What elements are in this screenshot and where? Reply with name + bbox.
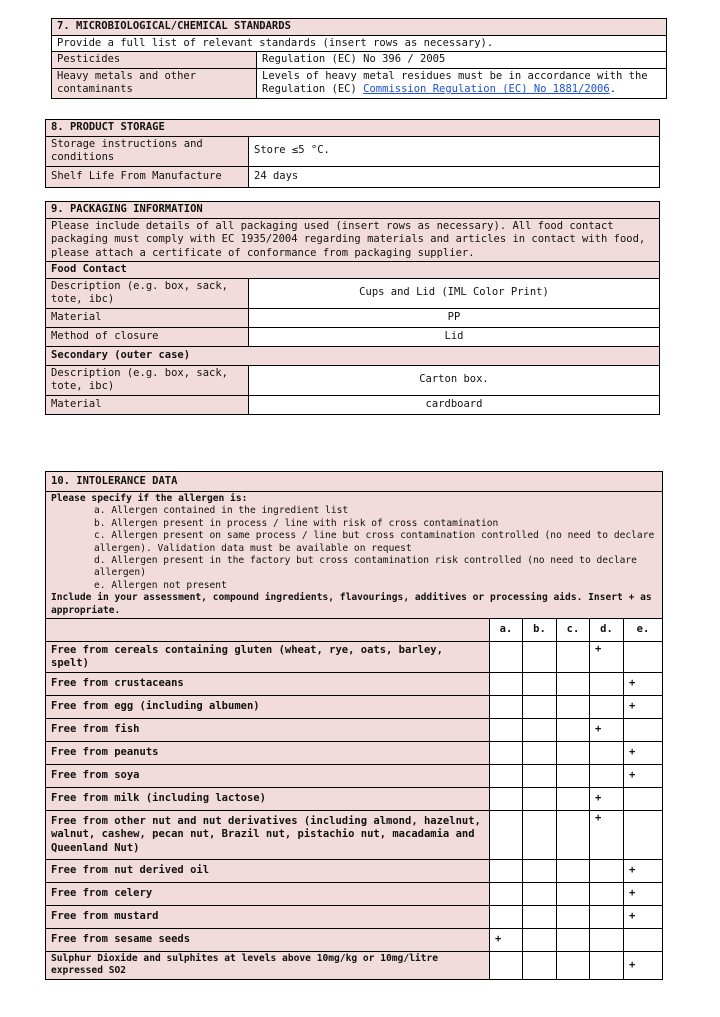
allergen-mark-a xyxy=(490,811,523,860)
column-d: d. xyxy=(590,619,624,642)
allergen-mark-b xyxy=(523,742,557,765)
allergen-mark-d xyxy=(590,883,624,906)
allergen-mark-e: + xyxy=(624,883,663,906)
allergen-mark-a xyxy=(490,906,523,929)
allergen-mark-a xyxy=(490,742,523,765)
allergen-mark-d xyxy=(590,860,624,883)
allergen-mark-a xyxy=(490,952,523,980)
allergen-row xyxy=(46,860,663,883)
allergen-mark-e xyxy=(624,719,663,742)
allergen-mark-a xyxy=(490,719,523,742)
allergen-mark-a xyxy=(490,765,523,788)
allergen-label: Free from crustaceans xyxy=(46,673,490,696)
material-value: PP xyxy=(249,308,660,327)
material-label: Material xyxy=(46,308,249,327)
option-e: e. Allergen not present xyxy=(94,579,227,591)
allergen-mark-c xyxy=(557,673,590,696)
allergen-mark-e xyxy=(624,788,663,811)
allergen-mark-a xyxy=(490,673,523,696)
allergen-row xyxy=(46,719,663,742)
section-10-title: 10. INTOLERANCE DATA xyxy=(46,472,663,492)
allergen-row xyxy=(46,742,663,765)
allergen-row xyxy=(46,952,663,980)
allergen-mark-e: + xyxy=(624,906,663,929)
pesticides-value: Regulation (EC) No 396 / 2005 xyxy=(257,52,667,69)
secondary-material-label: Material xyxy=(46,395,249,414)
allergen-mark-c xyxy=(557,811,590,860)
allergen-label: Free from fish xyxy=(46,719,490,742)
section-8-table xyxy=(45,119,660,188)
allergen-instructions xyxy=(46,492,663,619)
pesticides-label: Pesticides xyxy=(52,52,257,69)
allergen-mark-b xyxy=(523,929,557,952)
allergen-row xyxy=(46,883,663,906)
secondary-description-label: Description (e.g. box, sack, tote, ibc) xyxy=(46,365,249,395)
shelf-life-value: 24 days xyxy=(249,166,660,187)
section-9-title: 9. PACKAGING INFORMATION xyxy=(46,202,660,219)
food-contact-heading: Food Contact xyxy=(46,262,660,279)
allergen-mark-b xyxy=(523,811,557,860)
allergen-mark-e: + xyxy=(624,696,663,719)
allergen-mark-a xyxy=(490,860,523,883)
allergen-mark-e xyxy=(624,642,663,673)
allergen-mark-b xyxy=(523,883,557,906)
section-8-title: 8. PRODUCT STORAGE xyxy=(46,120,660,137)
column-a: a. xyxy=(490,619,523,642)
allergen-row xyxy=(46,765,663,788)
storage-label: Storage instructions and conditions xyxy=(46,136,249,166)
allergen-mark-d xyxy=(590,696,624,719)
storage-value: Store ≤5 °C. xyxy=(249,136,660,166)
allergen-mark-c xyxy=(557,929,590,952)
allergen-label: Free from soya xyxy=(46,765,490,788)
allergen-label: Free from other nut and nut derivatives (including almond, hazelnut, walnut, cashew, pecan nut, Brazil nut, pistachio nut, macadamia and Queenland Nut) xyxy=(46,811,490,860)
allergen-row xyxy=(46,811,663,860)
section-7-title: 7. MICROBIOLOGICAL/CHEMICAL STANDARDS xyxy=(52,19,667,36)
secondary-heading: Secondary (outer case) xyxy=(46,346,660,365)
option-b: b. Allergen present in process / line with risk of cross contamination xyxy=(94,517,499,529)
allergen-row xyxy=(46,696,663,719)
allergen-row xyxy=(46,673,663,696)
allergen-mark-b xyxy=(523,719,557,742)
allergen-label: Free from celery xyxy=(46,883,490,906)
allergen-row xyxy=(46,906,663,929)
allergen-mark-c xyxy=(557,765,590,788)
allergen-row xyxy=(46,929,663,952)
section-9-table xyxy=(45,201,660,415)
closure-value: Lid xyxy=(249,327,660,346)
allergen-mark-c xyxy=(557,642,590,673)
heavy-metals-label: Heavy metals and other contaminants xyxy=(52,68,257,98)
allergen-mark-c xyxy=(557,696,590,719)
option-c: c. Allergen present on same process / line but cross contamination controlled (no need to declare allergen). Validation data must be available on request xyxy=(94,530,655,554)
allergen-mark-a xyxy=(490,788,523,811)
column-b: b. xyxy=(523,619,557,642)
secondary-material-value: cardboard xyxy=(249,395,660,414)
closure-label: Method of closure xyxy=(46,327,249,346)
allergen-mark-b xyxy=(523,765,557,788)
allergen-mark-e: + xyxy=(624,765,663,788)
allergen-mark-a: + xyxy=(490,929,523,952)
allergen-mark-c xyxy=(557,788,590,811)
allergen-label: Sulphur Dioxide and sulphites at levels above 10mg/kg or 10mg/litre expressed SO2 xyxy=(46,952,490,980)
allergen-mark-e xyxy=(624,811,663,860)
description-label: Description (e.g. box, sack, tote, ibc) xyxy=(46,278,249,308)
secondary-description-value: Carton box. xyxy=(249,365,660,395)
allergen-label: Free from nut derived oil xyxy=(46,860,490,883)
allergen-mark-d xyxy=(590,929,624,952)
allergen-mark-e: + xyxy=(624,673,663,696)
section-7-table xyxy=(51,18,667,99)
allergen-mark-d xyxy=(590,742,624,765)
shelf-life-label: Shelf Life From Manufacture xyxy=(46,166,249,187)
allergen-mark-d xyxy=(590,673,624,696)
allergen-mark-e: + xyxy=(624,952,663,980)
regulation-link[interactable]: Commission Regulation (EC) No 1881/2006 xyxy=(363,83,610,95)
allergen-label: Free from peanuts xyxy=(46,742,490,765)
allergen-label: Free from mustard xyxy=(46,906,490,929)
allergen-mark-c xyxy=(557,860,590,883)
section-7-note: Provide a full list of relevant standards (insert rows as necessary). xyxy=(52,35,667,52)
allergen-mark-c xyxy=(557,952,590,980)
allergen-mark-c xyxy=(557,906,590,929)
allergen-mark-b xyxy=(523,860,557,883)
heavy-metals-value xyxy=(257,68,667,98)
allergen-mark-b xyxy=(523,696,557,719)
allergen-mark-e: + xyxy=(624,860,663,883)
section-9-note: Please include details of all packaging used (insert rows as necessary). All food contact packaging must comply with EC 1935/2004 regarding materials and articles in contact with food, please attach a certificate of conformance from packaging supplier. xyxy=(46,218,660,262)
allergen-mark-d: + xyxy=(590,642,624,673)
heavy-metals-text: Levels of heavy metal residues must be in accordance with the Regulation (EC) xyxy=(262,69,648,95)
allergen-mark-d xyxy=(590,952,624,980)
allergen-mark-b xyxy=(523,952,557,980)
header-spacer xyxy=(46,619,490,642)
heavy-metals-suffix: . xyxy=(609,83,617,95)
allergen-mark-d xyxy=(590,765,624,788)
column-e: e. xyxy=(624,619,663,642)
description-value: Cups and Lid (IML Color Print) xyxy=(249,278,660,308)
allergen-mark-a xyxy=(490,642,523,673)
allergen-mark-d: + xyxy=(590,788,624,811)
allergen-mark-c xyxy=(557,883,590,906)
allergen-mark-b xyxy=(523,906,557,929)
include-note: Include in your assessment, compound ingredients, flavourings, additives or processing aids. Insert + as appropriate. xyxy=(51,592,652,616)
allergen-label: Free from egg (including albumen) xyxy=(46,696,490,719)
allergen-mark-b xyxy=(523,673,557,696)
allergen-mark-d xyxy=(590,906,624,929)
section-10-table xyxy=(45,471,663,980)
allergen-row xyxy=(46,642,663,673)
allergen-mark-b xyxy=(523,788,557,811)
column-c: c. xyxy=(557,619,590,642)
allergen-mark-d: + xyxy=(590,719,624,742)
option-a: a. Allergen contained in the ingredient list xyxy=(94,505,349,517)
allergen-mark-c xyxy=(557,719,590,742)
allergen-mark-d: + xyxy=(590,811,624,860)
allergen-mark-e: + xyxy=(624,742,663,765)
allergen-row xyxy=(46,788,663,811)
option-d: d. Allergen present in the factory but cross contamination risk controlled (no need to declare allergen) xyxy=(94,555,637,579)
allergen-label: Free from sesame seeds xyxy=(46,929,490,952)
allergen-mark-b xyxy=(523,642,557,673)
allergen-mark-a xyxy=(490,696,523,719)
allergen-intro: Please specify if the allergen is: xyxy=(51,493,248,504)
allergen-mark-c xyxy=(557,742,590,765)
allergen-label: Free from milk (including lactose) xyxy=(46,788,490,811)
allergen-mark-a xyxy=(490,883,523,906)
allergen-rows xyxy=(46,642,663,980)
allergen-mark-e xyxy=(624,929,663,952)
allergen-label: Free from cereals containing gluten (wheat, rye, oats, barley, spelt) xyxy=(46,642,490,673)
